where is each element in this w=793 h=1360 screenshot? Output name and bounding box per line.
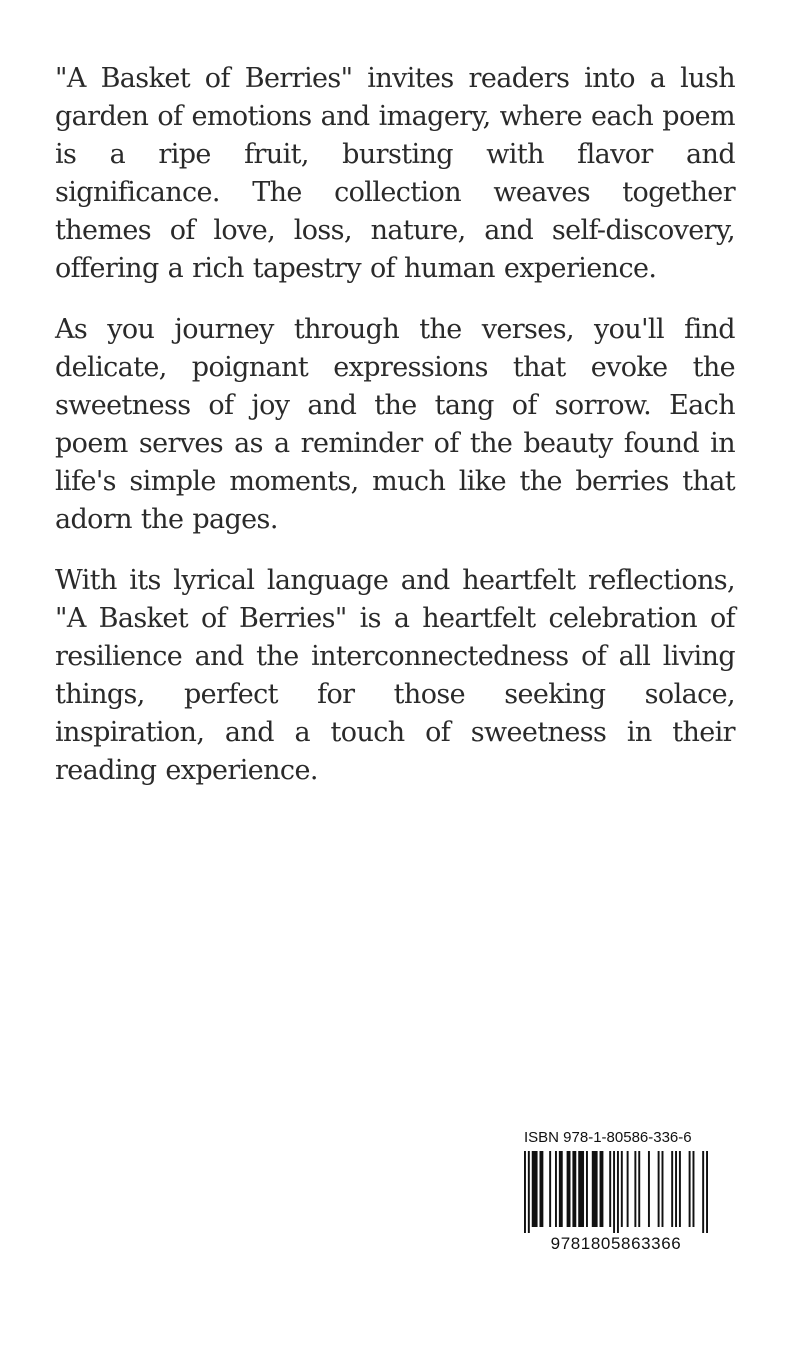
barcode-bar [600,1151,604,1227]
barcode-bar [532,1151,538,1227]
barcode-bar [675,1151,677,1227]
barcode-bar [627,1151,629,1227]
barcode-bar [679,1151,681,1227]
blurb-paragraph-2: As you journey through the verses, you'll find delicate, poignant expressions that evoke the sweetness of joy and the tang of sorrow. Each poem serves as a reminder of the beauty found in life's simple moments, much like the berries that adorn the pages. [55,314,735,535]
blurb-paragraph-3: With its lyrical language and heartfelt reflections, "A Basket of Berries" is a heartfelt celebration of resilience and the interconnectedness of all living things, perfect for those seeking solace, inspiration, and a touch of sweetness in their reading experience. [55,565,735,786]
barcode-bar [702,1151,704,1233]
barcode-bar [662,1151,664,1227]
barcode-bar [648,1151,650,1227]
barcode-bar [609,1151,611,1227]
barcode-bar [671,1151,673,1227]
isbn-barcode-block [518,1125,713,1265]
barcode-bar [524,1151,526,1233]
barcode-bar [539,1151,543,1227]
blurb-text [55,60,735,813]
barcode-bar [586,1151,588,1227]
barcode-bar [578,1151,584,1227]
barcode-bar [549,1151,551,1227]
blurb-paragraph-1: "A Basket of Berries" invites readers into a lush garden of emotions and imagery, where each poem is a ripe fruit, bursting with flavor and significance. The collection weaves together themes of love, loss, nature, and self-discovery, offering a rich tapestry of human experience. [55,63,735,284]
barcode-bar [658,1151,660,1227]
barcode-bar [559,1151,563,1227]
barcode-bar [706,1151,708,1233]
barcode-icon [524,1151,708,1233]
barcode-bar [689,1151,691,1227]
barcode-bar [555,1151,557,1227]
barcode-bar [613,1151,615,1233]
barcode-bar [617,1151,619,1233]
barcode-bar [634,1151,636,1227]
isbn-label: ISBN 978-1-80586-336-6 [524,1129,692,1146]
barcode-bar [638,1151,640,1227]
ean-digits: 9781805863366 [550,1234,682,1253]
barcode-bar [693,1151,695,1227]
barcode-bar [572,1151,576,1227]
barcode-bar [592,1151,598,1227]
barcode-bar [528,1151,530,1233]
barcode-bar [567,1151,571,1227]
barcode-bar [621,1151,623,1227]
